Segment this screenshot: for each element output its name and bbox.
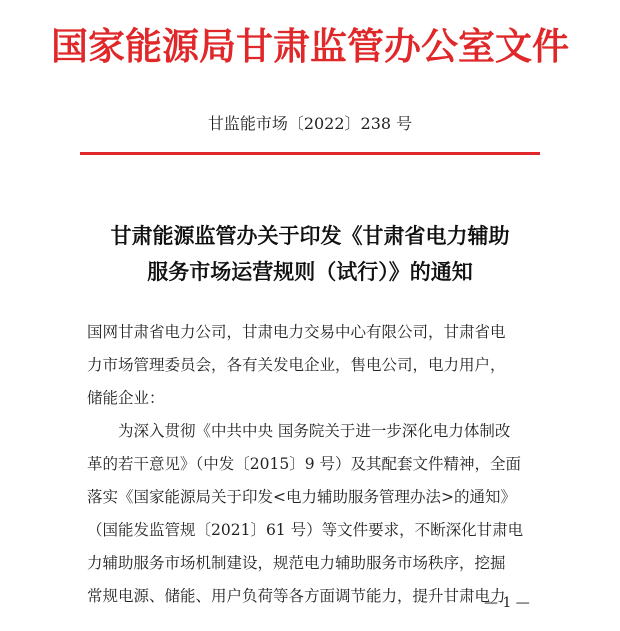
notice-title bbox=[40, 218, 580, 290]
document-body bbox=[87, 316, 547, 613]
recipients-line-3: 储能企业： bbox=[87, 389, 165, 407]
document-header-title: 国家能源局甘肃监管办公室文件 bbox=[51, 24, 569, 68]
recipients-line-1: 国网甘肃省电力公司，甘肃电力交易中心有限公司，甘肃省电 bbox=[87, 323, 506, 341]
paragraph-line-6: 常规电源、储能、用户负荷等各方面调节能力，提升甘肃电力 bbox=[87, 587, 506, 605]
paragraph-line-5: 力辅助服务市场机制建设，规范电力辅助服务市场秩序，挖掘 bbox=[87, 554, 506, 572]
paragraph-line-4: （国能发监管规〔2021〕61 号）等文件要求，不断深化甘肃电 bbox=[87, 521, 524, 539]
paragraph-line-2: 革的若干意见》（中发〔2015〕9 号）及其配套文件精神，全面 bbox=[87, 455, 521, 473]
paragraph-line-1: 为深入贯彻《中共中央 国务院关于进一步深化电力体制改 bbox=[118, 422, 511, 440]
page-number: — 1 — bbox=[484, 595, 530, 611]
paragraph-line-3: 落实《国家能源局关于印发<电力辅助服务管理办法>的通知》 bbox=[87, 488, 516, 506]
notice-title-line-1: 甘肃能源监管办关于印发《甘肃省电力辅助 bbox=[110, 224, 510, 248]
document-number: 甘监能市场〔2022〕238 号 bbox=[207, 114, 413, 133]
recipients-line-2: 力市场管理委员会，各有关发电企业，售电公司，电力用户， bbox=[87, 356, 506, 374]
notice-title-line-2: 服务市场运营规则（试行）》的通知 bbox=[147, 260, 473, 284]
red-divider-line bbox=[80, 152, 540, 155]
